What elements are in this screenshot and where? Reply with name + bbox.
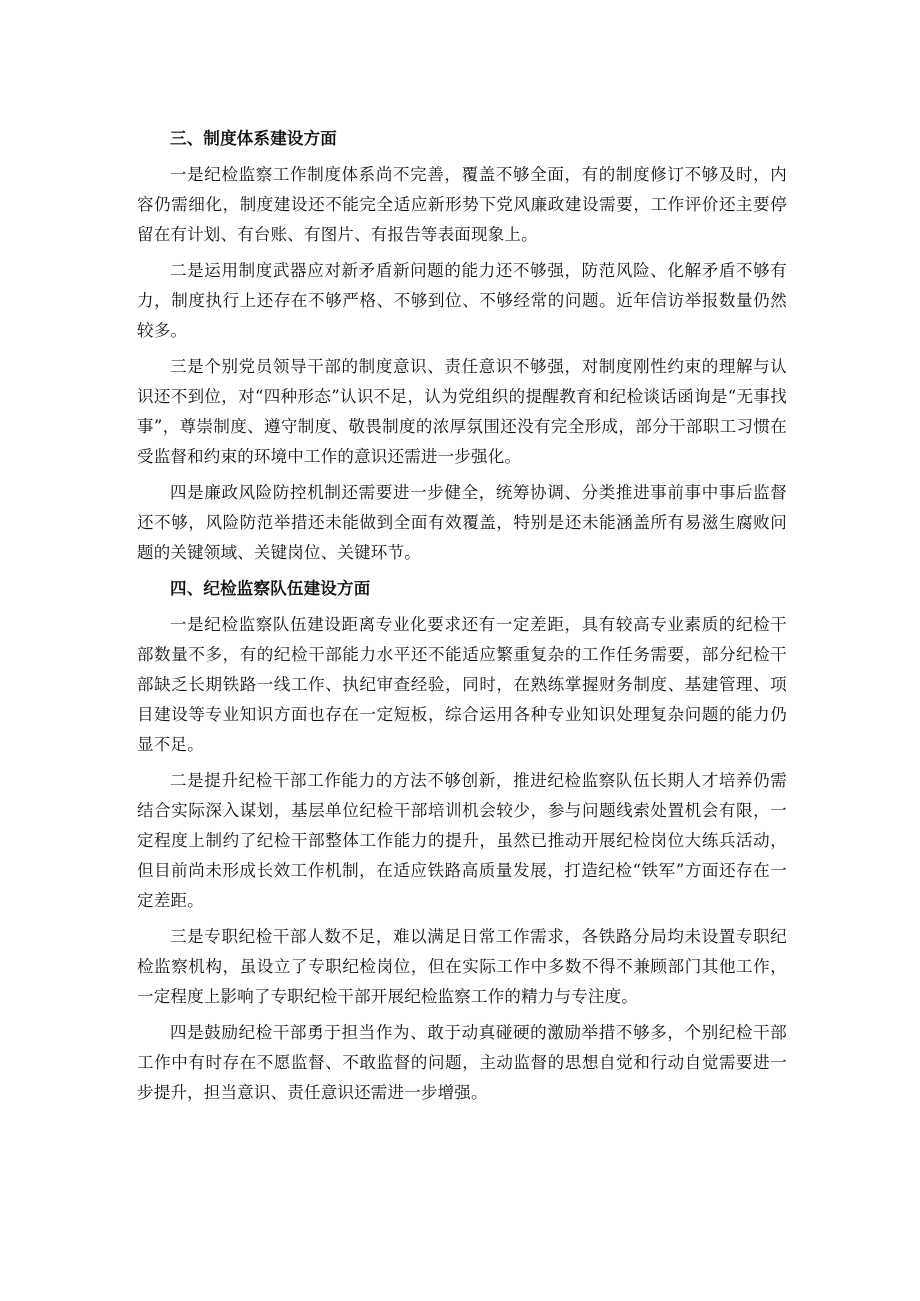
paragraph: 三是个别党员领导干部的制度意识、责任意识不够强，对制度刚性约束的理解与认识还不到位，对“四种形态”认识不足，认为党组织的提醒教育和纪检谈话函询是“无事找事”，尊崇制度、遵守制度、敬畏制度的浓厚氛围还没有完全形成，部分干部职工习惯在受监督和约束的环境中工作的意识还需进一步强化。 bbox=[137, 357, 787, 466]
paragraph: 四是鼓励纪检干部勇于担当作为、敢于动真碰硬的激励举措不够多，个别纪检干部工作中有时存在不愿监督、不敢监督的问题，主动监督的思想自觉和行动自觉需要进一步提升，担当意识、责任意识还需进一步增强。 bbox=[137, 1023, 787, 1102]
paragraph: 四是廉政风险防控机制还需要进一步健全，统筹协调、分类推进事前事中事后监督还不够，风险防范举措还未能做到全面有效覆盖，特别是还未能涵盖所有易滋生腐败问题的关键领域、关键岗位、关键环节。 bbox=[137, 483, 787, 562]
section-heading: 四、纪检监察队伍建设方面 bbox=[170, 579, 371, 598]
paragraph: 一是纪检监察队伍建设距离专业化要求还有一定差距，具有较高专业素质的纪检干部数量不多，有的纪检干部能力水平还不能适应繁重复杂的工作任务需要，部分纪检干部缺乏长期铁路一线工作、执纪审查经验，同时，在熟练掌握财务制度、基建管理、项目建设等专业知识方面也存在一定短板，综合运用各种专业知识处理复杂问题的能力仍显不足。 bbox=[137, 615, 787, 754]
paragraph: 二是运用制度武器应对新矛盾新问题的能力还不够强，防范风险、化解矛盾不够有力，制度执行上还存在不够严格、不够到位、不够经常的问题。近年信访举报数量仍然较多。 bbox=[137, 261, 787, 340]
paragraph: 三是专职纪检干部人数不足，难以满足日常工作需求，各铁路分局均未设置专职纪检监察机构，虽设立了专职纪检岗位，但在实际工作中多数不得不兼顾部门其他工作，一定程度上影响了专职纪检干部开展纪检监察工作的精力与专注度。 bbox=[137, 927, 787, 1006]
section-team-building bbox=[137, 574, 787, 1108]
paragraph: 二是提升纪检干部工作能力的方法不够创新，推进纪检监察队伍长期人才培养仍需结合实际深入谋划，基层单位纪检干部培训机会较少，参与问题线索处置机会有限，一定程度上制约了纪检干部整体工作能力的提升，虽然已推动开展纪检岗位大练兵活动，但目前尚未形成长效工作机制，在适应铁路高质量发展，打造纪检“铁军”方面还存在一定差距。 bbox=[137, 771, 787, 910]
document-body bbox=[137, 124, 787, 1114]
section-institutional-system bbox=[137, 124, 787, 568]
section-heading: 三、制度体系建设方面 bbox=[170, 129, 337, 148]
paragraph: 一是纪检监察工作制度体系尚不完善，覆盖不够全面，有的制度修订不够及时，内容仍需细化，制度建设还不能完全适应新形势下党风廉政建设需要，工作评价还主要停留在有计划、有台账、有图片、有报告等表面现象上。 bbox=[137, 165, 787, 244]
